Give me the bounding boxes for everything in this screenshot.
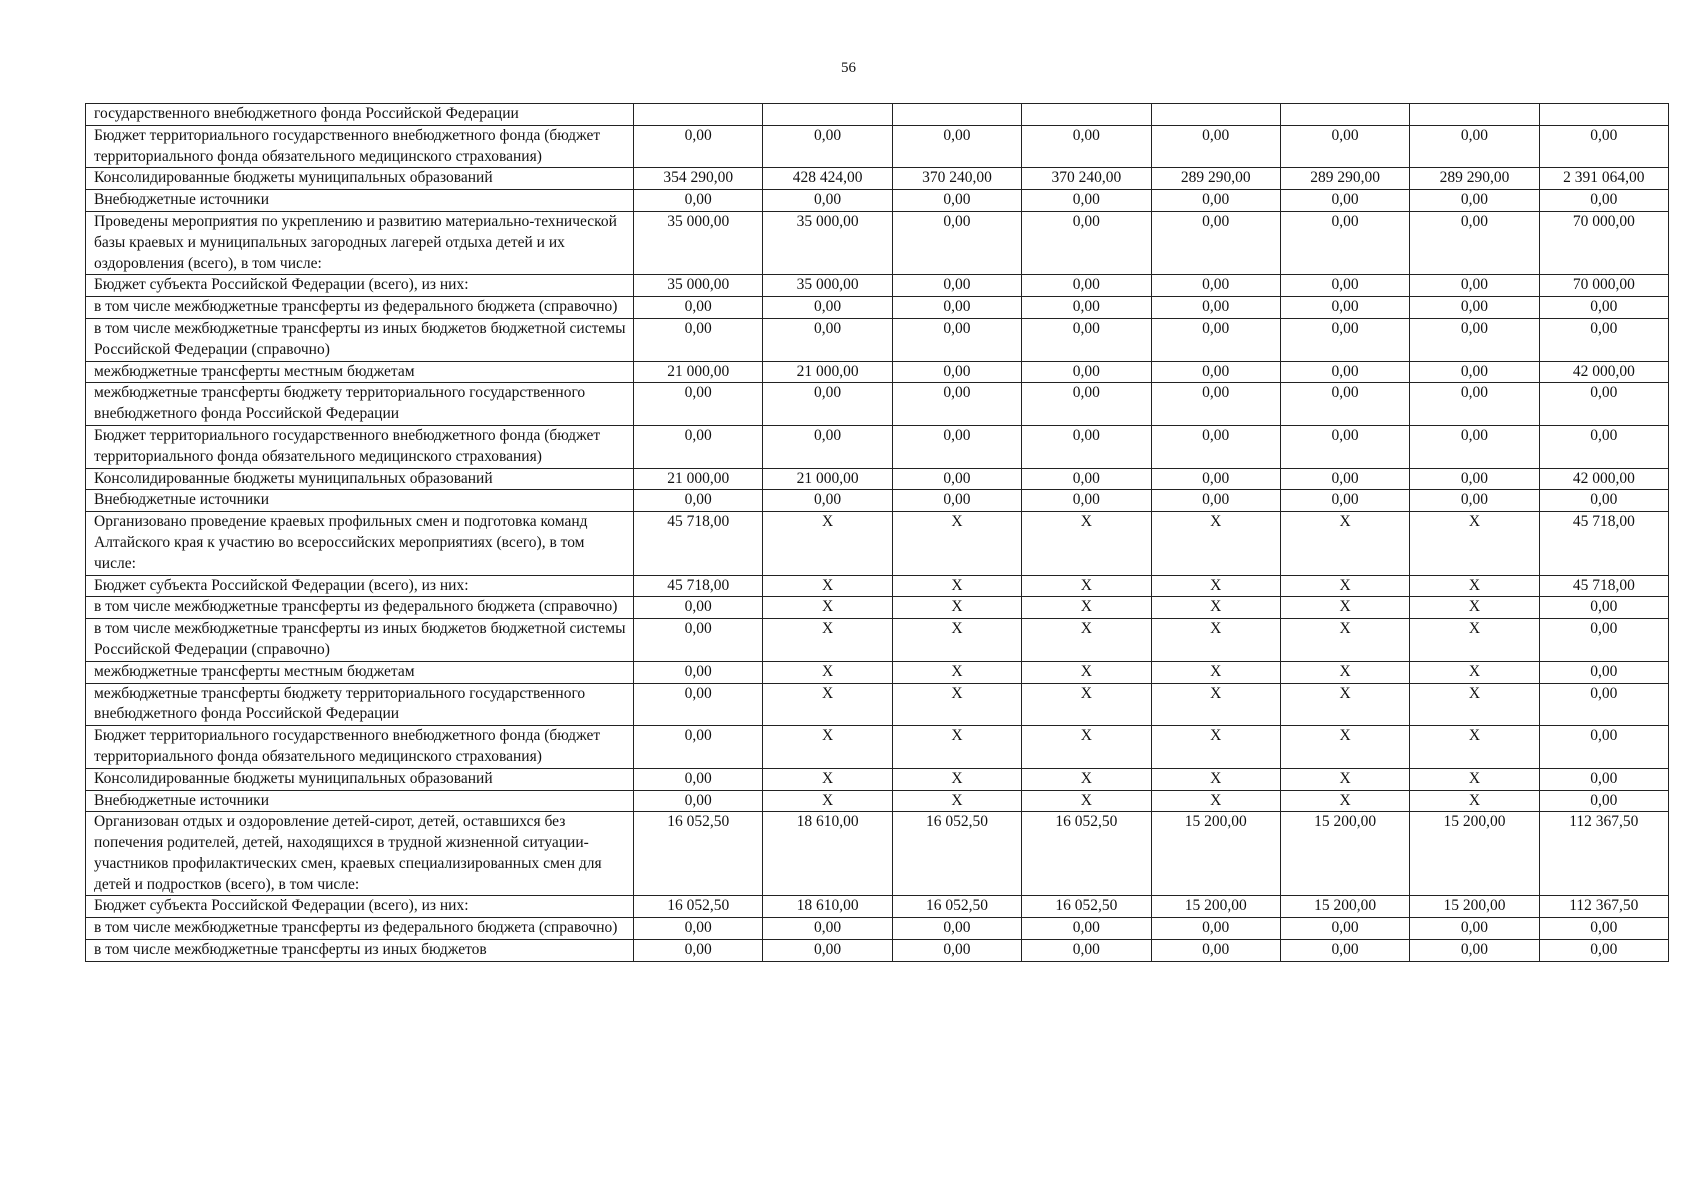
- value-cell: 0,00: [1410, 918, 1539, 940]
- value-cell: X: [892, 661, 1021, 683]
- table-row: [86, 190, 1669, 212]
- value-cell: 0,00: [634, 597, 763, 619]
- value-cell: X: [1280, 597, 1409, 619]
- value-cell: 0,00: [1151, 318, 1280, 361]
- row-label: Внебюджетные источники: [86, 190, 634, 212]
- value-cell: 0,00: [1022, 318, 1151, 361]
- value-cell: X: [1410, 683, 1539, 726]
- value-cell: 0,00: [763, 125, 892, 168]
- value-cell: 0,00: [1539, 125, 1668, 168]
- value-cell: 0,00: [1151, 125, 1280, 168]
- value-cell: X: [763, 683, 892, 726]
- table-row: [86, 918, 1669, 940]
- value-cell: [1022, 104, 1151, 126]
- table-row: [86, 597, 1669, 619]
- value-cell: X: [763, 619, 892, 662]
- value-cell: 35 000,00: [763, 275, 892, 297]
- value-cell: 0,00: [1280, 125, 1409, 168]
- value-cell: 42 000,00: [1539, 468, 1668, 490]
- value-cell: 0,00: [1022, 125, 1151, 168]
- value-cell: 0,00: [763, 190, 892, 212]
- value-cell: X: [1280, 790, 1409, 812]
- value-cell: 0,00: [1410, 425, 1539, 468]
- value-cell: 0,00: [1022, 211, 1151, 274]
- value-cell: 0,00: [1410, 490, 1539, 512]
- value-cell: 0,00: [1022, 190, 1151, 212]
- value-cell: X: [892, 512, 1021, 575]
- value-cell: 0,00: [634, 318, 763, 361]
- value-cell: 45 718,00: [634, 575, 763, 597]
- value-cell: 0,00: [1410, 190, 1539, 212]
- value-cell: 0,00: [1539, 425, 1668, 468]
- value-cell: X: [1151, 597, 1280, 619]
- value-cell: 0,00: [1410, 361, 1539, 383]
- value-cell: 70 000,00: [1539, 275, 1668, 297]
- table-row: [86, 726, 1669, 769]
- value-cell: 370 240,00: [1022, 168, 1151, 190]
- value-cell: X: [763, 575, 892, 597]
- value-cell: X: [1151, 661, 1280, 683]
- value-cell: 0,00: [1280, 211, 1409, 274]
- row-label: в том числе межбюджетные трансферты из иных бюджетов бюджетной системы Российской Федерации (справочно): [86, 619, 634, 662]
- value-cell: 0,00: [1280, 297, 1409, 319]
- value-cell: 0,00: [1022, 468, 1151, 490]
- value-cell: X: [1280, 512, 1409, 575]
- value-cell: 16 052,50: [634, 896, 763, 918]
- row-label: Бюджет субъекта Российской Федерации (всего), из них:: [86, 896, 634, 918]
- value-cell: X: [763, 597, 892, 619]
- row-label: межбюджетные трансферты бюджету территориального государственного внебюджетного фонда Российской Федерации: [86, 383, 634, 426]
- value-cell: 0,00: [1151, 275, 1280, 297]
- value-cell: 0,00: [634, 125, 763, 168]
- row-label: Бюджет субъекта Российской Федерации (всего), из них:: [86, 575, 634, 597]
- value-cell: 0,00: [892, 297, 1021, 319]
- value-cell: 16 052,50: [1022, 812, 1151, 896]
- value-cell: 0,00: [634, 425, 763, 468]
- value-cell: 15 200,00: [1151, 812, 1280, 896]
- value-cell: 42 000,00: [1539, 361, 1668, 383]
- value-cell: X: [1280, 575, 1409, 597]
- table-row: [86, 211, 1669, 274]
- value-cell: [1410, 104, 1539, 126]
- value-cell: 0,00: [1280, 190, 1409, 212]
- value-cell: 16 052,50: [892, 812, 1021, 896]
- value-cell: X: [892, 683, 1021, 726]
- value-cell: 0,00: [1280, 490, 1409, 512]
- value-cell: 0,00: [1410, 297, 1539, 319]
- table-row: [86, 490, 1669, 512]
- table-row: [86, 125, 1669, 168]
- value-cell: 45 718,00: [1539, 575, 1668, 597]
- value-cell: 0,00: [1539, 297, 1668, 319]
- value-cell: 0,00: [1022, 425, 1151, 468]
- value-cell: 0,00: [892, 275, 1021, 297]
- value-cell: X: [892, 790, 1021, 812]
- value-cell: [1151, 104, 1280, 126]
- table-row: [86, 275, 1669, 297]
- value-cell: 0,00: [1151, 918, 1280, 940]
- row-label: Консолидированные бюджеты муниципальных образований: [86, 468, 634, 490]
- table-row: [86, 790, 1669, 812]
- value-cell: 0,00: [892, 383, 1021, 426]
- value-cell: 45 718,00: [1539, 512, 1668, 575]
- table-row: [86, 104, 1669, 126]
- value-cell: 0,00: [1280, 361, 1409, 383]
- value-cell: X: [1151, 619, 1280, 662]
- value-cell: X: [1151, 726, 1280, 769]
- value-cell: [634, 104, 763, 126]
- value-cell: 0,00: [1410, 125, 1539, 168]
- value-cell: 0,00: [1280, 383, 1409, 426]
- value-cell: 354 290,00: [634, 168, 763, 190]
- value-cell: 21 000,00: [763, 361, 892, 383]
- value-cell: X: [1280, 768, 1409, 790]
- value-cell: X: [763, 790, 892, 812]
- value-cell: 0,00: [634, 661, 763, 683]
- value-cell: 35 000,00: [763, 211, 892, 274]
- value-cell: 0,00: [634, 297, 763, 319]
- value-cell: 0,00: [1280, 918, 1409, 940]
- table-row: [86, 661, 1669, 683]
- value-cell: 0,00: [1539, 683, 1668, 726]
- row-label: Внебюджетные источники: [86, 790, 634, 812]
- value-cell: 0,00: [892, 490, 1021, 512]
- row-label: Бюджет территориального государственного внебюджетного фонда (бюджет территориального фонда обязательного медицинского страхования): [86, 726, 634, 769]
- value-cell: 0,00: [892, 190, 1021, 212]
- value-cell: X: [1410, 619, 1539, 662]
- value-cell: 18 610,00: [763, 812, 892, 896]
- value-cell: 428 424,00: [763, 168, 892, 190]
- value-cell: X: [1022, 597, 1151, 619]
- value-cell: 0,00: [1539, 918, 1668, 940]
- value-cell: 112 367,50: [1539, 812, 1668, 896]
- value-cell: 0,00: [634, 619, 763, 662]
- value-cell: 0,00: [634, 383, 763, 426]
- row-label: в том числе межбюджетные трансферты из федерального бюджета (справочно): [86, 297, 634, 319]
- value-cell: X: [1022, 575, 1151, 597]
- value-cell: 0,00: [1280, 318, 1409, 361]
- value-cell: 15 200,00: [1280, 812, 1409, 896]
- value-cell: X: [1022, 512, 1151, 575]
- value-cell: X: [892, 575, 1021, 597]
- value-cell: 0,00: [892, 918, 1021, 940]
- value-cell: X: [1280, 661, 1409, 683]
- row-label: в том числе межбюджетные трансферты из федерального бюджета (справочно): [86, 918, 634, 940]
- value-cell: 0,00: [1539, 790, 1668, 812]
- value-cell: 0,00: [1151, 361, 1280, 383]
- value-cell: 0,00: [763, 490, 892, 512]
- value-cell: 15 200,00: [1280, 896, 1409, 918]
- value-cell: 112 367,50: [1539, 896, 1668, 918]
- value-cell: 0,00: [1022, 940, 1151, 962]
- table-row: [86, 575, 1669, 597]
- value-cell: X: [1022, 619, 1151, 662]
- value-cell: 21 000,00: [634, 361, 763, 383]
- row-label: Консолидированные бюджеты муниципальных образований: [86, 768, 634, 790]
- row-label: в том числе межбюджетные трансферты из иных бюджетов: [86, 940, 634, 962]
- value-cell: 289 290,00: [1280, 168, 1409, 190]
- table-row: [86, 768, 1669, 790]
- table-row: [86, 383, 1669, 426]
- value-cell: 0,00: [1539, 768, 1668, 790]
- value-cell: 0,00: [892, 125, 1021, 168]
- value-cell: [892, 104, 1021, 126]
- value-cell: [1280, 104, 1409, 126]
- value-cell: 0,00: [634, 768, 763, 790]
- value-cell: 289 290,00: [1410, 168, 1539, 190]
- value-cell: 0,00: [634, 490, 763, 512]
- row-label: Бюджет субъекта Российской Федерации (всего), из них:: [86, 275, 634, 297]
- value-cell: X: [763, 512, 892, 575]
- value-cell: 16 052,50: [634, 812, 763, 896]
- value-cell: X: [1410, 575, 1539, 597]
- value-cell: 0,00: [634, 683, 763, 726]
- value-cell: X: [1410, 597, 1539, 619]
- value-cell: X: [763, 661, 892, 683]
- value-cell: 0,00: [892, 940, 1021, 962]
- table-row: [86, 425, 1669, 468]
- table-row: [86, 168, 1669, 190]
- value-cell: 0,00: [634, 190, 763, 212]
- value-cell: X: [892, 597, 1021, 619]
- row-label: межбюджетные трансферты бюджету территориального государственного внебюджетного фонда Российской Федерации: [86, 683, 634, 726]
- value-cell: X: [1151, 575, 1280, 597]
- table-body: [86, 104, 1669, 962]
- table-row: [86, 361, 1669, 383]
- value-cell: 0,00: [1410, 318, 1539, 361]
- table-row: [86, 468, 1669, 490]
- value-cell: 0,00: [1151, 190, 1280, 212]
- row-label: в том числе межбюджетные трансферты из иных бюджетов бюджетной системы Российской Федерации (справочно): [86, 318, 634, 361]
- value-cell: X: [1022, 683, 1151, 726]
- row-label: межбюджетные трансферты местным бюджетам: [86, 361, 634, 383]
- value-cell: X: [1410, 726, 1539, 769]
- value-cell: X: [892, 768, 1021, 790]
- value-cell: 0,00: [1151, 940, 1280, 962]
- value-cell: 0,00: [763, 940, 892, 962]
- row-label: Консолидированные бюджеты муниципальных образований: [86, 168, 634, 190]
- value-cell: 0,00: [892, 211, 1021, 274]
- value-cell: 0,00: [1410, 383, 1539, 426]
- value-cell: 21 000,00: [634, 468, 763, 490]
- budget-table: [85, 103, 1669, 962]
- value-cell: X: [1410, 661, 1539, 683]
- value-cell: [1539, 104, 1668, 126]
- value-cell: 0,00: [1022, 490, 1151, 512]
- value-cell: 45 718,00: [634, 512, 763, 575]
- value-cell: 0,00: [763, 318, 892, 361]
- row-label: Бюджет территориального государственного внебюджетного фонда (бюджет территориального фонда обязательного медицинского страхования): [86, 125, 634, 168]
- row-label: Бюджет территориального государственного внебюджетного фонда (бюджет территориального фонда обязательного медицинского страхования): [86, 425, 634, 468]
- value-cell: X: [1022, 790, 1151, 812]
- value-cell: 16 052,50: [892, 896, 1021, 918]
- value-cell: X: [1151, 512, 1280, 575]
- value-cell: 0,00: [892, 468, 1021, 490]
- value-cell: 15 200,00: [1410, 896, 1539, 918]
- value-cell: 0,00: [1539, 661, 1668, 683]
- value-cell: X: [1280, 619, 1409, 662]
- value-cell: 0,00: [892, 361, 1021, 383]
- table-row: [86, 512, 1669, 575]
- value-cell: X: [1151, 683, 1280, 726]
- value-cell: 0,00: [1022, 361, 1151, 383]
- page-number: 56: [841, 60, 856, 76]
- value-cell: 0,00: [763, 383, 892, 426]
- value-cell: 0,00: [1151, 297, 1280, 319]
- value-cell: X: [1022, 726, 1151, 769]
- value-cell: X: [1280, 726, 1409, 769]
- value-cell: X: [1022, 768, 1151, 790]
- row-label: Внебюджетные источники: [86, 490, 634, 512]
- value-cell: X: [763, 768, 892, 790]
- row-label: государственного внебюджетного фонда Российской Федерации: [86, 104, 634, 126]
- value-cell: 0,00: [1539, 597, 1668, 619]
- value-cell: X: [1410, 768, 1539, 790]
- value-cell: 0,00: [634, 918, 763, 940]
- value-cell: 370 240,00: [892, 168, 1021, 190]
- value-cell: 0,00: [1022, 383, 1151, 426]
- value-cell: 0,00: [763, 918, 892, 940]
- row-label: межбюджетные трансферты местным бюджетам: [86, 661, 634, 683]
- value-cell: 0,00: [1280, 468, 1409, 490]
- value-cell: 0,00: [1539, 490, 1668, 512]
- row-label: Организовано проведение краевых профильных смен и подготовка команд Алтайского края к участию во всероссийских мероприятиях (всего), в том числе:: [86, 512, 634, 575]
- table-row: [86, 812, 1669, 896]
- value-cell: X: [1022, 661, 1151, 683]
- value-cell: 0,00: [1151, 468, 1280, 490]
- value-cell: X: [1280, 683, 1409, 726]
- value-cell: [763, 104, 892, 126]
- value-cell: 0,00: [1280, 275, 1409, 297]
- value-cell: X: [1410, 512, 1539, 575]
- value-cell: 0,00: [634, 726, 763, 769]
- table-row: [86, 896, 1669, 918]
- value-cell: 0,00: [1539, 318, 1668, 361]
- value-cell: 0,00: [1280, 425, 1409, 468]
- value-cell: 0,00: [1022, 297, 1151, 319]
- value-cell: 35 000,00: [634, 211, 763, 274]
- value-cell: 289 290,00: [1151, 168, 1280, 190]
- value-cell: 0,00: [1022, 918, 1151, 940]
- value-cell: 0,00: [1410, 468, 1539, 490]
- value-cell: 35 000,00: [634, 275, 763, 297]
- value-cell: 0,00: [1539, 383, 1668, 426]
- value-cell: 0,00: [763, 297, 892, 319]
- value-cell: 0,00: [1151, 211, 1280, 274]
- table-row: [86, 318, 1669, 361]
- value-cell: 0,00: [634, 790, 763, 812]
- value-cell: 0,00: [634, 940, 763, 962]
- value-cell: 0,00: [1151, 425, 1280, 468]
- value-cell: 0,00: [1151, 490, 1280, 512]
- value-cell: 0,00: [892, 425, 1021, 468]
- value-cell: 70 000,00: [1539, 211, 1668, 274]
- value-cell: 0,00: [1539, 190, 1668, 212]
- value-cell: 0,00: [892, 318, 1021, 361]
- row-label: в том числе межбюджетные трансферты из федерального бюджета (справочно): [86, 597, 634, 619]
- value-cell: 18 610,00: [763, 896, 892, 918]
- table-row: [86, 683, 1669, 726]
- value-cell: 0,00: [1280, 940, 1409, 962]
- value-cell: 15 200,00: [1151, 896, 1280, 918]
- value-cell: 2 391 064,00: [1539, 168, 1668, 190]
- value-cell: 0,00: [1410, 940, 1539, 962]
- value-cell: 15 200,00: [1410, 812, 1539, 896]
- value-cell: X: [1151, 790, 1280, 812]
- value-cell: X: [892, 619, 1021, 662]
- table-row: [86, 619, 1669, 662]
- value-cell: 0,00: [1410, 275, 1539, 297]
- value-cell: X: [892, 726, 1021, 769]
- table-row: [86, 297, 1669, 319]
- row-label: Проведены мероприятия по укреплению и развитию материально-технической базы краевых и муниципальных загородных лагерей отдыха детей и их оздоровления (всего), в том числе:: [86, 211, 634, 274]
- value-cell: 0,00: [1539, 619, 1668, 662]
- value-cell: 0,00: [1539, 940, 1668, 962]
- value-cell: 0,00: [1151, 383, 1280, 426]
- value-cell: X: [1410, 790, 1539, 812]
- value-cell: X: [1151, 768, 1280, 790]
- value-cell: 0,00: [1410, 211, 1539, 274]
- value-cell: 21 000,00: [763, 468, 892, 490]
- value-cell: 16 052,50: [1022, 896, 1151, 918]
- value-cell: 0,00: [1022, 275, 1151, 297]
- value-cell: 0,00: [1539, 726, 1668, 769]
- value-cell: 0,00: [763, 425, 892, 468]
- table-row: [86, 940, 1669, 962]
- row-label: Организован отдых и оздоровление детей-сирот, детей, оставшихся без попечения родителей, детей, находящихся в трудной жизненной ситуации-участников профилактических смен, краевых специализированных смен для детей и подростков (всего), в том числе:: [86, 812, 634, 896]
- value-cell: X: [763, 726, 892, 769]
